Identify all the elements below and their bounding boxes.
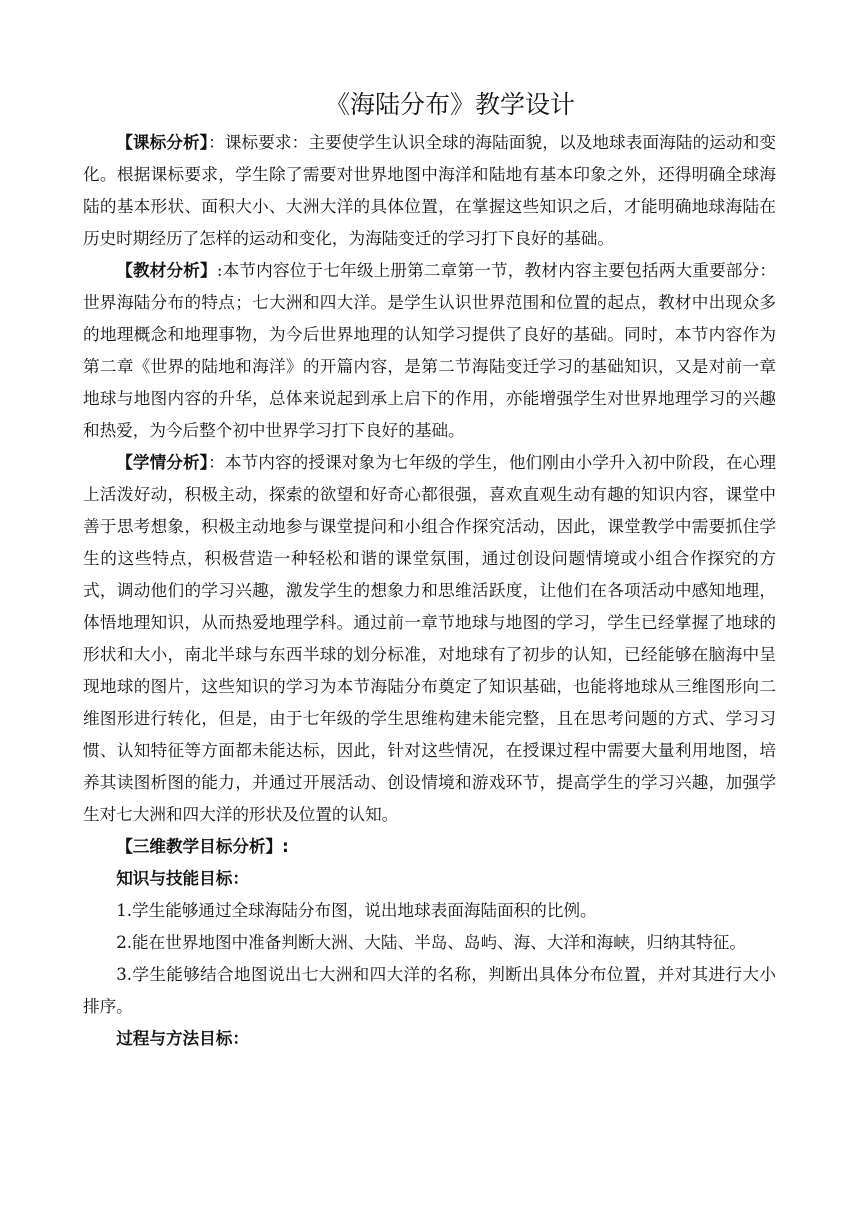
document-title: 《海陆分布》教学设计: [324, 90, 575, 119]
student-analysis-label: 【学情分析】: [116, 453, 209, 472]
curriculum-analysis-text: ：课标要求：主要使学生认识全球的海陆面貌，以及地球表面海陆的运动和变化。根据课标要求，学生除了需要对世界地图中海洋和陆地有基本印象之外，还得明确全球海陆的基本形状、面积大小、大洲大洋的具体位置，在掌握这些知识之后，才能明确地球海陆在历史时期经历了怎样的运动和变化，为海陆变迁的学习打下良好的基础。: [83, 133, 776, 248]
goals-heading: 【三维教学目标分析】:: [116, 837, 289, 856]
knowledge-heading: 知识与技能目标：: [116, 869, 249, 888]
textbook-analysis-label: 【教材分析】: [116, 261, 217, 280]
textbook-analysis-text: :本节内容位于七年级上册第二章第一节，教材内容主要包括两大重要部分：世界海陆分布的特点；七大洲和四大洋。是学生认识世界范围和位置的起点，教材中出现众多的地理概念和地理事物，为今后世界地理的认知学习提供了良好的基础。同时，本节内容作为第二章《世界的陆地和海洋》的开篇内容，是第二节海陆变迁学习的基础知识，又是对前一章地球与地图内容的升华，总体来说起到承上启下的作用，亦能增强学生对世界地理学习的兴趣和热爱，为今后整个初中世界学习打下良好的基础。: [83, 261, 777, 440]
textbook-analysis-paragraph: [83, 255, 776, 447]
process-heading: 过程与方法目标：: [116, 1029, 249, 1048]
knowledge-item-1: 1.学生能够通过全球海陆分布图，说出地球表面海陆面积的比例。: [116, 901, 597, 920]
knowledge-item-2: 2.能在世界地图中准备判断大洲、大陆、半岛、岛屿、海、大洋和海峡，归纳其特征。: [116, 933, 746, 952]
knowledge-item-3: 3.学生能够结合地图说出七大洲和四大洋的名称，判断出具体分布位置，并对其进行大小排序。: [83, 965, 776, 1016]
student-analysis-text: ：本节内容的授课对象为七年级的学生，他们刚由小学升入初中阶段，在心理上活泼好动，积极主动，探索的欲望和好奇心都很强，喜欢直观生动有趣的知识内容，课堂中善于思考想象，积极主动地参与课堂提问和小组合作探究活动，因此，课堂教学中需要抓住学生的这些特点，积极营造一种轻松和谐的课堂氛围，通过创设问题情境或小组合作探究的方式，调动他们的学习兴趣，激发学生的想象力和思维活跃度，让他们在各项活动中感知地理，体悟地理知识，从而热爱地理学科。通过前一章节地球与地图的学习，学生已经掌握了地球的形状和大小，南北半球与东西半球的划分标准，对地球有了初步的认知，已经能够在脑海中呈现地球的图片，这些知识的学习为本节海陆分布奠定了知识基础，也能将地球从三维图形向二维图形进行转化，但是，由于七年级的学生思维构建未能完整，且在思考问题的方式、学习习惯、认知特征等方面都未能达标，因此，针对这些情况，在授课过程中需要大量利用地图，培养其读图析图的能力，并通过开展活动、创设情境和游戏环节，提高学生的学习兴趣，加强学生对七大洲和四大洋的形状及位置的认知。: [83, 453, 776, 824]
curriculum-analysis-paragraph: [83, 127, 776, 255]
curriculum-analysis-label: 【课标分析】: [116, 133, 209, 152]
student-analysis-paragraph: [83, 447, 776, 831]
document-body: [83, 127, 776, 1055]
